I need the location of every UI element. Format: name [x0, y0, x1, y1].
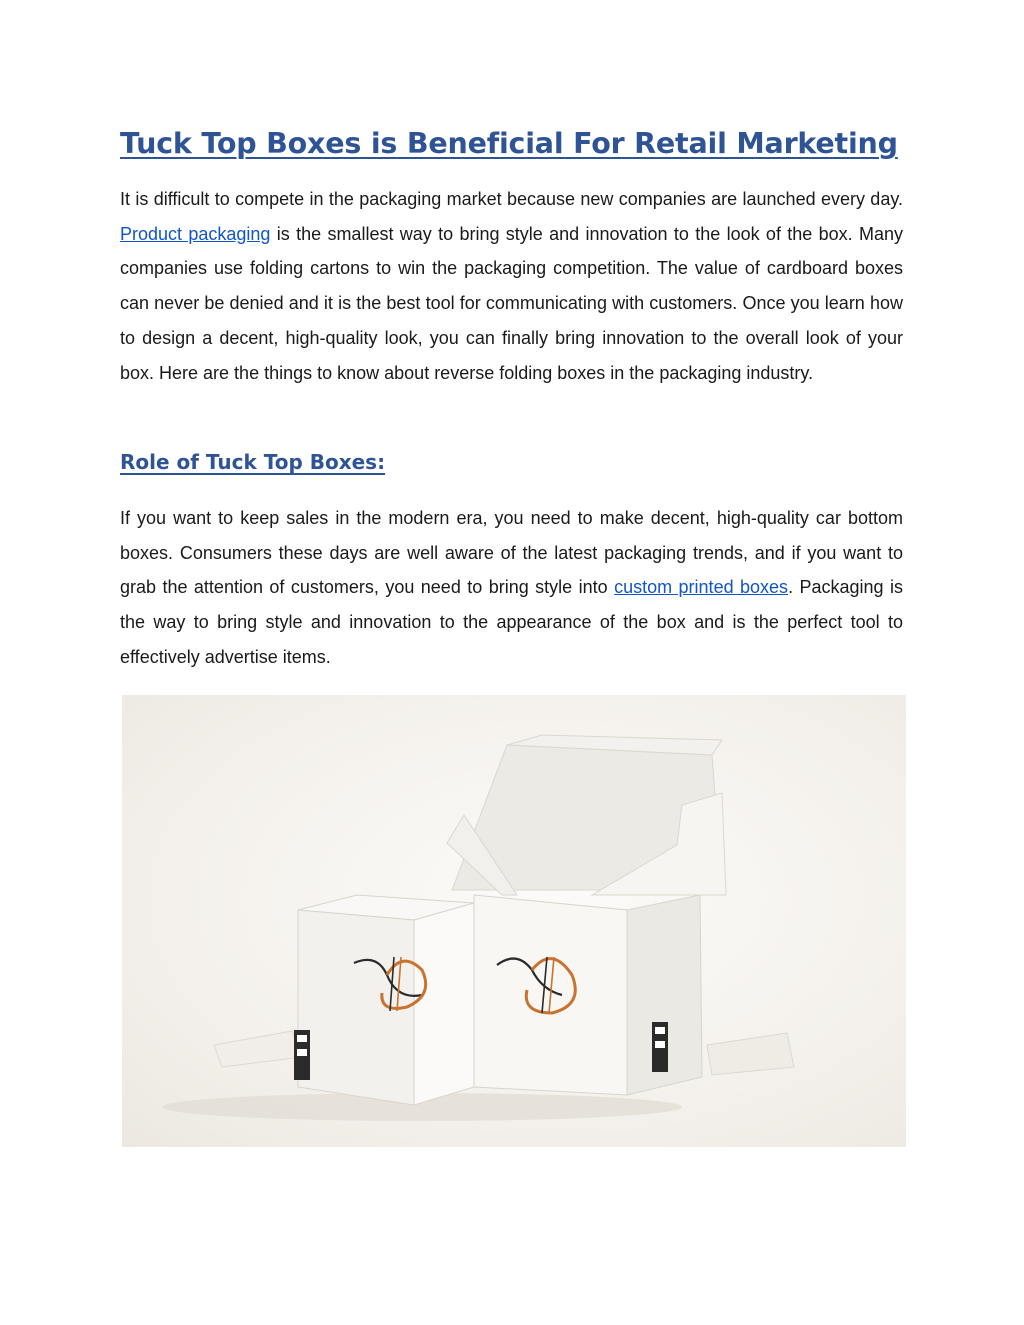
role-text-end: . Packaging is the way to bring style and innovation to the appearance of the box and is the perfect tool to effectively advertise items.: [120, 577, 903, 667]
article-title: Tuck Top Boxes is Beneficial For Retail Marketing: [120, 127, 898, 160]
role-paragraph: [120, 501, 903, 675]
custom-printed-boxes-link[interactable]: custom printed boxes: [614, 577, 789, 598]
product-photo: [122, 695, 906, 1147]
role-text-start: If you want to keep sales in the modern era, you need to make decent, high-quality car bottom boxes. Consumers these days are well aware of the latest packaging trends, and if you want to grab the attention of customers, you need to bring style into: [120, 508, 903, 598]
intro-text-end: is the smallest way to bring style and innovation to the look of the box. Many companies use folding cartons to win the packaging competition. The value of cardboard boxes can never be denied and it is the best tool for communicating with customers. Once you learn how to design a decent, high-quality look, you can finally bring innovation to the overall look of your box. Here are the things to know about reverse folding boxes in the packaging industry.: [120, 223, 903, 383]
product-packaging-link[interactable]: Product packaging: [120, 223, 271, 244]
intro-text-start: It is difficult to compete in the packaging market because new companies are launched every day.: [120, 189, 903, 209]
tuck-top-boxes-illustration: [122, 695, 906, 1147]
section-heading: Role of Tuck Top Boxes:: [120, 450, 386, 474]
intro-paragraph: [120, 182, 903, 390]
